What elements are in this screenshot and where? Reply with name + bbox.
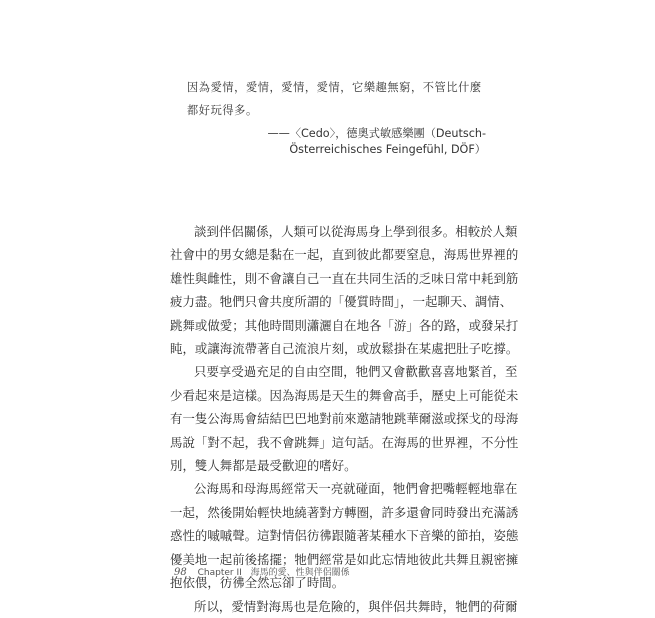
text-line: 別，雙人舞都是最受歡迎的嗜好。 <box>170 458 357 474</box>
text-line: 少看起來是這樣。因為海馬是天生的舞會高手，歷史上可能從未 <box>170 387 519 403</box>
paragraph-1 <box>170 220 519 360</box>
text-line: 有一隻公海馬會結結巴巴地對前來邀請牠跳華爾滋或探戈的母海 <box>170 411 519 427</box>
text-line: 盹，或讓海流帶著自己流浪片刻，或放鬆掛在某處把肚子吃撐。 <box>170 341 519 357</box>
text-line: 疲力盡。牠們只會共度所謂的「優質時間」，一起聊天、調情、 <box>170 294 513 310</box>
epigraph <box>187 76 487 122</box>
text-line: 雄性與雌性，則不會讓自己一直在共同生活的乏味日常中耗到筋 <box>170 270 519 286</box>
text-line: 只要享受過充足的自由空間，牠們又會歡歡喜喜地緊首，至 <box>194 364 518 380</box>
body-text <box>170 220 519 618</box>
text-line: 跳舞或做愛；其他時間則瀟灑自在地各「游」各的路，或發呆打 <box>170 317 519 333</box>
text-line: 談到伴侶關係，人類可以從海馬身上學到很多。相較於人類 <box>194 224 518 239</box>
text-line: 公海馬和母海馬經常天一亮就碰面，牠們會把嘴輕輕地靠在 <box>194 481 518 497</box>
page-footer <box>174 565 350 578</box>
epigraph-line-1: 因為愛情，愛情，愛情，愛情，它樂趣無窮，不管比什麼 <box>187 81 482 94</box>
epigraph-attribution <box>240 126 486 158</box>
epigraph-line-2: 都好玩得多。 <box>187 104 258 117</box>
paragraph-2 <box>170 360 519 477</box>
attribution-line-1: ——〈Cedo〉，德奧式敏感樂團（Deutsch- <box>267 127 486 140</box>
text-line: 所以，愛情對海馬也是危險的，與伴侶共舞時，牠們的荷爾 <box>194 598 518 614</box>
page-number: 98 <box>174 567 187 578</box>
text-line: 優美地一起前後搖擺；牠們經常是如此忘情地彼此共舞且親密擁 <box>170 551 519 567</box>
text-line: 惑性的嘁嘁聲。這對情侶彷彿跟隨著某種水下音樂的節拍，姿態 <box>170 528 519 544</box>
chapter-title: 海馬的愛、性與伴侶關係 <box>250 568 350 578</box>
paragraph-4 <box>170 595 518 618</box>
chapter-label: Chapter II <box>197 568 242 578</box>
attribution-line-2: Österreichisches Feingefühl, DÖF） <box>289 143 486 156</box>
text-line: 馬說「對不起，我不會跳舞」這句話。在海馬的世界裡，不分性 <box>170 434 519 450</box>
text-line: 一起，然後開始輕快地繞著對方轉圈，許多還會同時發出充滿誘 <box>170 504 519 520</box>
text-line: 社會中的男女總是黏在一起，直到彼此都要窒息，海馬世界裡的 <box>170 247 519 263</box>
text-line: 抱依偎，彷彿全然忘卻了時間。 <box>170 575 345 591</box>
